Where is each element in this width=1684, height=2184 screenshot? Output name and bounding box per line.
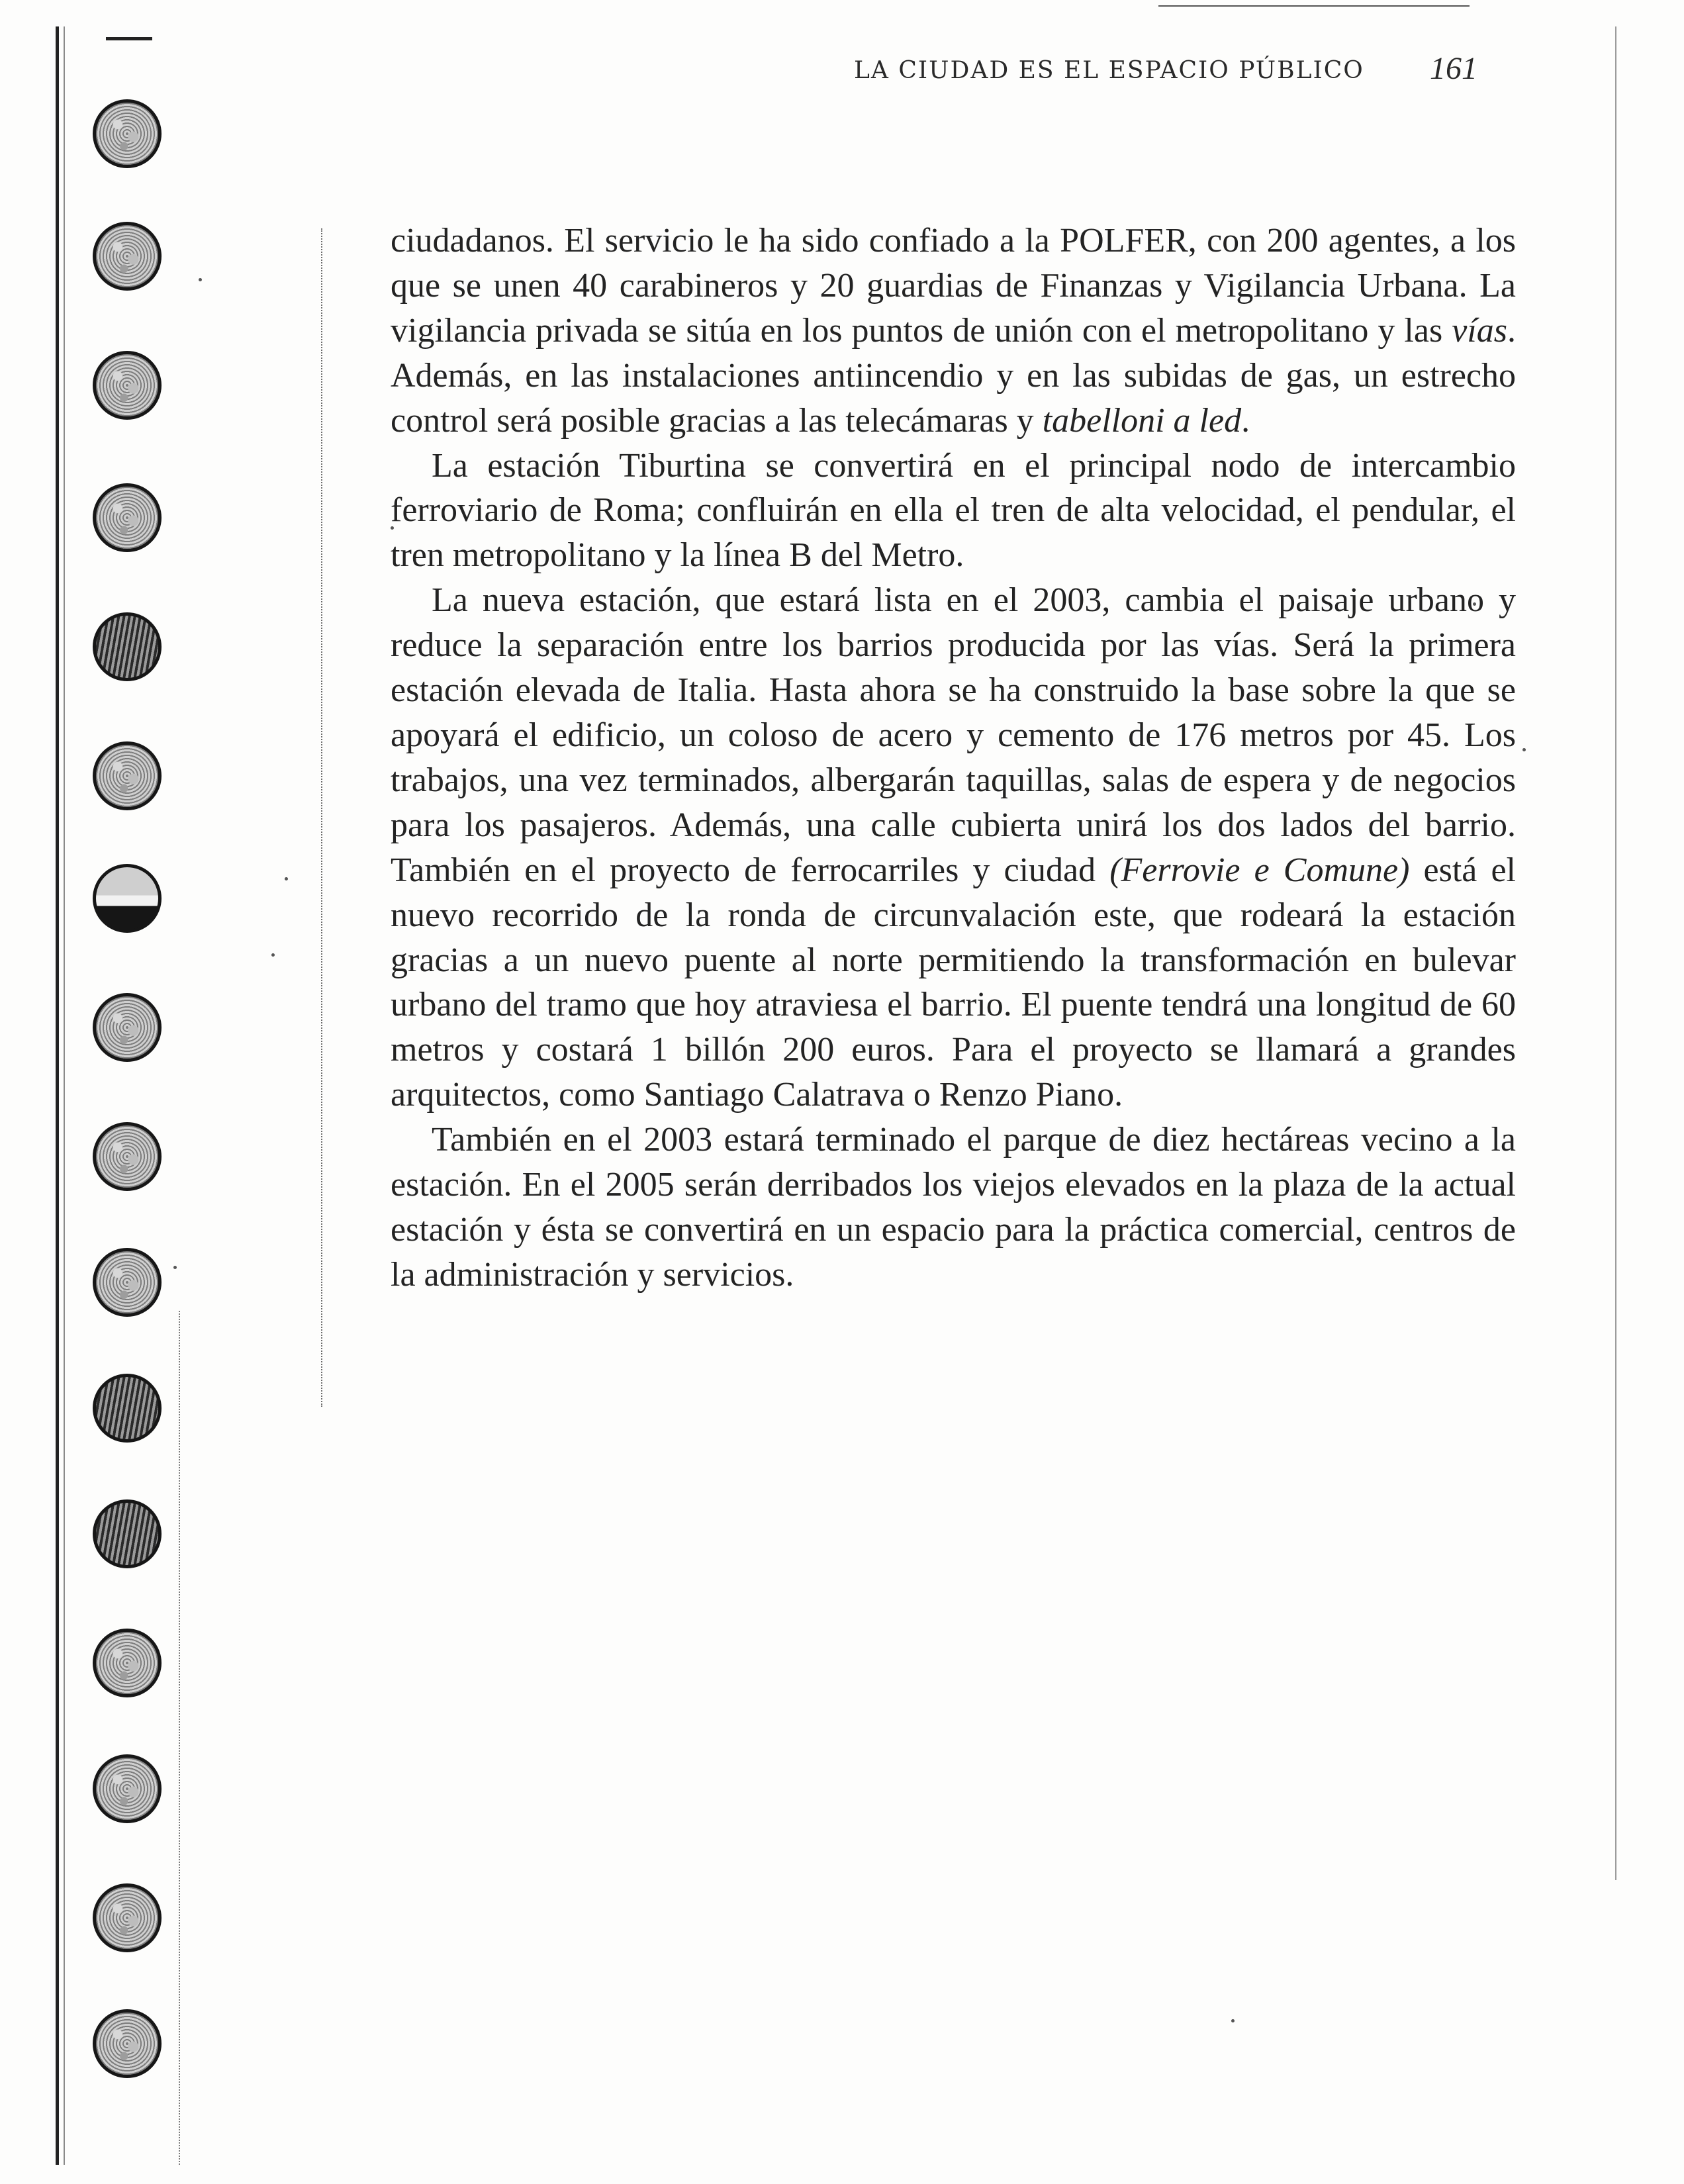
scan-speck [1522, 748, 1526, 751]
binder-hole-icon [93, 1883, 162, 1952]
gutter-dotted-line-lower [179, 1311, 181, 2165]
binder-hole-icon [93, 351, 162, 420]
text-run: . [1241, 401, 1250, 440]
scan-speck [271, 953, 275, 957]
binder-hole-icon [93, 993, 162, 1062]
binder-edge-shadow [64, 26, 65, 2165]
text-run: También en el 2003 estará terminado el parque de diez hectáreas vecino a la estación. En el 2005 serán derribados los viejos elevados en la plaza de la actual estación y ésta se convertirá en un espacio para la práctica comercial, centros de la administración y servicios. [391, 1121, 1516, 1294]
binder-edge [56, 26, 59, 2165]
binder-hole-icon [93, 2009, 162, 2078]
page-number: 161 [1430, 51, 1477, 86]
binder-hole-icon [93, 1629, 162, 1697]
italic-text: (Ferrovie e Comune) [1109, 851, 1410, 889]
paragraph [391, 218, 1516, 444]
text-run: La nueva estación, que estará lista en el 2003, cambia el paisaje urbano y reduce la separación entre los barrios producida por las vías. Será la primera estación elevada de Italia. Hasta ahora se ha construido la base sobre la que se apoyará el edificio, un coloso de acero y cemento de 176 metros por 45. Los trabajos, una vez terminados, albergarán taquillas, salas de espera y de negocios para los pasajeros. Además, una calle cubierta unirá los dos lados del barrio. También en el proyecto de ferrocarriles y ciudad [391, 581, 1516, 889]
paragraph [391, 1117, 1516, 1298]
binder-hole-icon [93, 1499, 162, 1568]
text-run: La estación Tiburtina se convertirá en el principal nodo de intercambio ferroviario de Roma; confluirán en ella el tren de alta velocidad, el pendular, el tren metropolitano y la línea B del Metro. [391, 446, 1516, 575]
binder-hole-icon [93, 1754, 162, 1823]
running-title: LA CIUDAD ES EL ESPACIO PÚBLICO [854, 57, 1364, 84]
scan-speck [173, 1266, 177, 1269]
paragraph [391, 444, 1516, 579]
binder-hole-icon [93, 1374, 162, 1443]
paragraph [391, 578, 1516, 1117]
binder-hole-icon [93, 222, 162, 291]
binder-hole-icon [93, 483, 162, 552]
text-run: ciudadanos. El servicio le ha sido confiado a la POLFER, con 200 agentes, a los que se unen 40 carabineros y 20 guardias de Finanzas y Vigilancia Urbana. La vigilancia privada se sitúa en los puntos de unión con el metropolitano y las [391, 222, 1516, 350]
binder-hole-icon [93, 1248, 162, 1317]
binder-hole-icon [93, 741, 162, 810]
page-right-edge [1615, 26, 1616, 1880]
italic-text: tabelloni a led [1042, 401, 1242, 440]
body-text [391, 218, 1516, 1298]
scan-mark [106, 37, 152, 40]
binder-hole-icon [93, 99, 162, 168]
binder-hole-icon [93, 1122, 162, 1191]
binder-hole-icon [93, 612, 162, 681]
scan-mark-top-rule [1158, 5, 1470, 7]
scan-speck [285, 877, 288, 880]
scan-speck [1231, 2019, 1235, 2022]
binder-hole-icon [93, 864, 162, 933]
text-run: . Además, en las instalaciones antiincendio y en las subidas de gas, un estrecho control será posible gracias a las telecámaras y [391, 311, 1516, 440]
text-run: está el nuevo recorrido de la ronda de circunvalación este, que rodeará la estación gracias a un nuevo puente al norte permitiendo la transformación en bulevar urbano del tramo que hoy atraviesa el barrio. El puente tendrá una longitud de 60 metros y costará 1 billón 200 euros. Para el proyecto se llamará a grandes arquitectos, como Santiago Calatrava o Renzo Piano. [391, 851, 1516, 1114]
scan-speck [199, 278, 202, 281]
italic-text: vías [1452, 311, 1507, 350]
gutter-dotted-line [321, 228, 324, 1407]
